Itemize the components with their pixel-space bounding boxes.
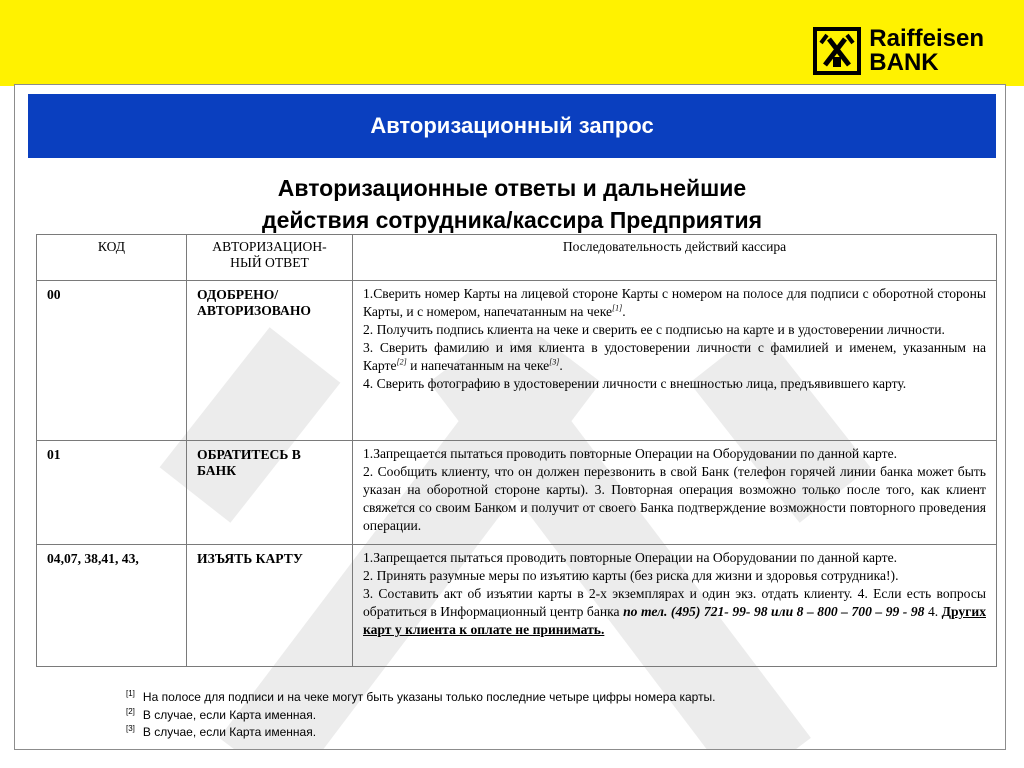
row-actions [353,441,997,545]
row-response-line-1: ОБРАТИТЕСЬ В [197,447,301,462]
action-step: 4. Сверить фотографию в удостоверении личности с внешностью лица, предъявившего карту. [363,376,907,391]
footnote [126,689,716,707]
header-actions: Последовательность действий кассира [353,235,997,281]
action-step: 2. Сообщить клиенту, что он должен перезвонить в свой Банк (телефон горячей линии банка может быть указан на оборотной стороне карты). 3. Повторная операция возможно только после того, как клиент свяжется со своим Банком и получит от своего Банка подтверждение возможности повторного проведения операции. [363,464,986,533]
responses-table-container [36,234,996,667]
action-step: 1.Запрещается пытаться проводить повторные Операции на Оборудовании по данной карте. [363,550,898,565]
action-step [363,339,986,375]
row-response-line-1: ОДОБРЕНО/ [197,287,279,302]
brand-line-1: Raiffeisen [869,25,984,52]
row-code: 04,07, 38,41, 43, [37,545,187,667]
action-text: 1.Сверить номер Карты на лицевой стороне Карты с номером на полосе для подписи с оборотной стороны Карты, и с номером, напечатанным на чеке [363,286,986,319]
brand-line-2: BANK [869,49,939,76]
footnote [126,707,716,725]
page-title-line-2: действия сотрудника/кассира Предприятия [261,207,763,233]
action-step [363,585,986,639]
row-code: 00 [37,281,187,441]
header-response-line-2: НЫЙ ОТВЕТ [230,255,309,270]
action-step: 2. Получить подпись клиента на чеке и сверить ее с подписью на карте и в удостоверении личности. [363,322,945,337]
footnote-marker: [3] [126,724,135,733]
table-row [37,545,997,667]
row-response-line-2: БАНК [197,463,237,478]
header-response-line-1: АВТОРИЗАЦИОН- [212,239,327,254]
footnote-text: В случае, если Карта именная. [142,707,317,722]
footnote [126,724,716,742]
header-code: КОД [37,235,187,281]
action-text: . [559,358,563,373]
hotline-phone: по тел. (495) 721- 99- 98 или 8 – 800 – 700 – 99 - 98 [623,604,925,619]
action-step [363,285,986,321]
footnote-marker: [1] [126,689,135,698]
responses-table [36,234,997,667]
row-actions [353,281,997,441]
footnote-ref: [3] [549,357,560,367]
row-response: ИЗЪЯТЬ КАРТУ [187,545,353,667]
banner-title: Авторизационный запрос [370,113,654,138]
footnote-ref: [2] [396,357,407,367]
banner [28,94,996,158]
action-text: . [622,304,626,319]
action-text: 3. Составить акт об изъятии карты в 2-х экземплярах и один экз. отдать клиенту. 4. Если есть вопросы обратиться в Информационный центр банка [363,586,986,619]
table-row [37,441,997,545]
row-response [187,441,353,545]
row-response-line-2: АВТОРИЗОВАНО [197,303,311,318]
action-text: и напечатанным на чеке [406,358,550,373]
row-response [187,281,353,441]
footnote-ref: [1] [612,303,623,313]
crossed-gables-icon [813,27,861,75]
action-text: 4. [924,604,942,619]
action-text: 3. Сверить фамилию и имя клиента в удостоверении личности с фамилией и именем, указанным на Карте [363,340,986,373]
page-title-line-1: Авторизационные ответы и дальнейшие [277,175,747,201]
page-title [28,172,996,236]
table-row [37,281,997,441]
raiffeisen-logo [813,26,984,76]
row-actions [353,545,997,667]
action-step: 2. Принять разумные меры по изъятию карты (без риска для жизни и здоровья сотрудника!). [363,568,899,583]
footnotes [126,689,716,742]
header-response [187,235,353,281]
footnote-text: На полосе для подписи и на чеке могут быть указаны только последние четыре цифры номера карты. [142,690,716,704]
footnote-text: В случае, если Карта именная. [142,725,317,739]
action-step: 1.Запрещается пытаться проводить повторные Операции на Оборудовании по данной карте. [363,446,898,461]
table-header-row [37,235,997,281]
row-code: 01 [37,441,187,545]
action-warning: Других карт у клиента к оплате не принимать. [363,604,986,637]
footnote-marker: [2] [126,706,135,716]
